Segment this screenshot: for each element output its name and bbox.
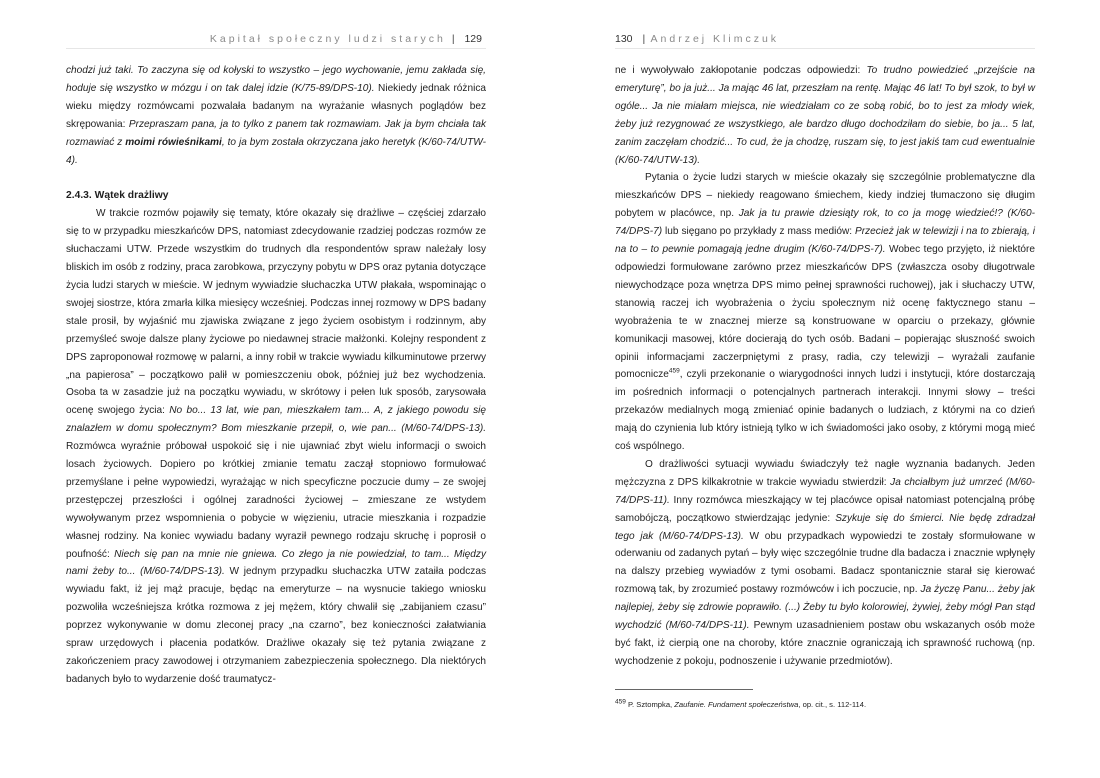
footnote-number: 459 bbox=[615, 698, 626, 706]
text: , czyli przekonanie o wiarygodności innych ludzi i instytucji, które dostarczają im pośrednich informacji o potencjalnych partnerach interakcji. Innymi słowy – treści przekazów medialnych mogą zmieniać opinie badanych o ludziach, z którymi na co dzień mają do czynienia lub który istnieją tylko w ich świadomości jako osoby, z którymi mogą mieć coś wspólnego. bbox=[615, 369, 1035, 453]
text: O drażliwości sytuacji wywiadu świadczyły też nagłe wyznania badanych. Jeden mężczyzna z DPS kilkakrotnie w trakcie wywiadu stwierdził: bbox=[615, 458, 1035, 488]
header-separator: | bbox=[642, 33, 646, 45]
footnote-text: , op. cit., s. 112-114. bbox=[798, 700, 867, 709]
quote: Jak ja tu prawie dziesiąty rok, to co ja mogę wiedzieć!? (K/60-74/DPS-7) bbox=[615, 208, 1035, 238]
page-number: 129 bbox=[464, 33, 482, 45]
left-page-body bbox=[66, 62, 486, 689]
quote-emphasis: moimi rówieśnikami bbox=[125, 136, 222, 148]
quote: Szykuje się do śmierci. Nie będę zdradzał tego jak (M/60-74/DPS-13). bbox=[615, 512, 1035, 542]
left-page bbox=[66, 0, 486, 778]
paragraph bbox=[615, 62, 1035, 169]
text: Pewnym uzasadnieniem postaw obu wskazanych osób może być fakt, iż cierpią one na choroby, które znacznie ograniczają ich sprawność ruchową (np. wychodzenie z pokoju, podnoszenie i używanie przedmiotów). bbox=[615, 620, 1035, 667]
text: W obu przypadkach wypowiedzi te zostały sformułowane w oderwaniu od zadanych pytań – były więc szczególnie trudne dla badacza i znacznie wpłynęły na dalszy przebieg wywiadów z tymi osobami. Badacz spontanicznie starał się kierować rozmową tak, by zrozumieć postawy rozmówców i ich poczucie, np. bbox=[615, 530, 1035, 596]
text: Rozmówca wyraźnie próbował uspokoić się i nie ujawniać zbyt wielu informacji o swoich losach życiowych. Dopiero po krótkiej zmianie tematu zaczął stopniowo formułować przemyślane i pełne wypowiedzi, wyrażając w nich specyficzne poczucie dumy – ze swojej przestępczej przeszłości i ogólnej zaradności życiowej – zmieszane ze wstydem wywoływanym przez wspomnienia o pobycie w więzieniu, utracie mieszkania i rozpadzie własnej rodziny. Na koniec wywiadu badany wyraził pewnego rodzaju skruchę i poprosił o poufność: bbox=[66, 441, 486, 560]
right-running-header bbox=[615, 33, 1035, 45]
text: Inny rozmówca mieszkający w tej placówce opisał natomiast potencjalną próbę samobójczą, początkowo stwierdzając jedynie: bbox=[615, 494, 1035, 524]
quote: Ja chciałbym już umrzeć (M/60-74/DPS-11). bbox=[615, 476, 1035, 506]
paragraph bbox=[66, 62, 486, 169]
text: lub sięgano po przykłady z mass mediów: bbox=[662, 226, 856, 238]
text: W jednym przypadku słuchaczka UTW zataiła podczas wywiadu fakt, iż jej mąż pracuje, będąc na emeryturze – na wysnucie takiego wniosku pozwoliła wcześniejsza krótka rozmowa z jej mężem, który chwalił się „zabijaniem czasu” poprzez wykonywanie w domu zleconej pracy „na czarno”, bez konieczności załatwiania spraw urzędowych i płacenia podatków. Drażliwe okazały się też pytania związane z zakończeniem pracy zawodowej i otrzymaniem zabezpieczenia społecznego. Dla niektórych badanych było to wydarzenie dość traumatycz- bbox=[66, 566, 487, 685]
paragraph bbox=[66, 205, 486, 688]
quote: , to ja bym została okrzyczana jako heretyk (K/60-74/UTW-4). bbox=[66, 136, 486, 166]
text: Wobec tego przyjęto, iż niektóre odpowiedzi formułowane zarówno przez mieszkańców DPS (zwłaszcza osoby długotrwale niewychodzące poza wnętrza DPS mimo pełnej sprawności ruchowej), jak i słuchaczy UTW, stanowią raczej ich wyobrażenia o życiu społecznym niż ocenę faktycznego stanu – wyobrażenia te w znacznej mierze są konstruowane w oparciu o przekazy, głównie komunikacji masowej, które docierają do tych osób. Badani – popierając słuszność swoich opinii informacjami zaczerpniętymi z prasy, radia, czy telewizji – wyrażali zaufanie pomocnicze bbox=[615, 244, 1035, 381]
footnote-text: P. Sztompka, bbox=[625, 700, 675, 709]
paragraph bbox=[615, 456, 1035, 671]
text: Niekiedy jednak różnica wieku między rozmówcami pozwalała badanym na wyrażanie własnych poglądów bez skrępowania: bbox=[66, 82, 486, 130]
section-heading: 2.4.3. Wątek drażliwy bbox=[66, 190, 169, 202]
quote: No bo... 13 lat, wie pan, mieszkałem tam... A, z jakiego powodu się znalazłem w domu społecznym? Bom mieszkanie przepił, o, wie pan... (M/60-74/DPS-13). bbox=[66, 405, 486, 435]
running-author: Andrzej Klimczuk bbox=[650, 33, 780, 45]
footnote-rule bbox=[615, 689, 753, 690]
left-running-header bbox=[66, 33, 486, 45]
quote: Przepraszam pana, ja to tylko z panem tak rozmawiam. Jak ja bym chciała tak rozmawiać z bbox=[66, 118, 487, 148]
header-rule bbox=[615, 48, 1035, 49]
quote: Ja życzę Panu... żeby jak najlepiej, żeby się zdrowie poprawiło. (...) Żeby tu było kolorowiej, żywiej, żeby mógł Pan stąd wychodzić (M/60-74/DPS-11). bbox=[615, 584, 1036, 632]
quote: Przecież jak w telewizji i na to zbierają, i na to – to pewnie pomagają jedne drugim (K/60-74/DPS-7). bbox=[615, 226, 1036, 256]
text: W trakcie rozmów pojawiły się tematy, które okazały się drażliwe – częściej zdarzało się to w przypadku mieszkańców DPS, natomiast zdecydowanie rzadziej podczas rozmów ze słuchaczami UTW. Przede wszystkim do trudnych dla respondentów spraw należały losy bliskich im osób z rodziny, praca zarobkowa, przyczyny pobytu w DPS oraz pytania dotyczące życia ludzi starych w mieście. W jednym wywiadzie słuchaczka UTW płakała, wspominając o swojej siostrze, która zmarła kilka miesięcy wcześniej. Podczas innej rozmowy w DPS badany stale prosił, by wyjaśnić mu zjawiska związane z jego życiem osobistym i rodzinnym, aby przemyśleć swoje dalsze plany życiowe po niedawnej stracie małżonki. Kolejny respondent z DPS zaproponował rozmowę w palarni, a inny robił w trakcie wywiadu kilkuminutowe przerwy „na papierosa” – początkowo palił w pomieszczeniu obok, później już bez wychodzenia. Osoba ta w zasadzie już na początku wywiadu, w skrótowy i pełen luk sposób, zarysowała ocenę swojego życia: bbox=[66, 208, 486, 417]
right-page bbox=[615, 0, 1035, 778]
quote: chodzi już taki. To zaczyna się od kołyski to wszystko – jego wychowanie, jemu zakłada się, hoduje się wszystko w mózgu i on tak dalej idzie (K/75-89/DPS-10). bbox=[66, 65, 486, 94]
quote: To trudno powiedzieć „przejście na emeryturę”, bo ja już... Ja mając 46 lat, przeszłam na rentę. Mając 46 lat! To był szok, to był w ogóle... Ja nie miałam miejsca, nie wiedziałam co ze sobą robić, bo to jest za młody wiek, żeby już rezygnować ze wszystkiego, ale bardzo długo dochodziłam do siebie, bo ja... 5 lat, zanim zaczęłam chodzić... To cud, że ja chodzę, ruszam się, to jest jakiś tam cud ewentualnie (K/60-74/UTW-13). bbox=[615, 65, 1035, 166]
right-page-body bbox=[615, 62, 1035, 671]
footnote-reference[interactable]: 459 bbox=[668, 368, 680, 376]
header-separator: | bbox=[451, 33, 455, 45]
header-rule bbox=[66, 48, 486, 49]
paragraph bbox=[615, 169, 1035, 456]
running-title: Kapitał społeczny ludzi starych bbox=[209, 33, 446, 45]
text: Pytania o życie ludzi starych w mieście okazały się szczególnie problematyczne dla mieszkańców DPS – niekiedy reagowano śmiechem, kiedy indziej tłumaczono się długim pobytem w placówce, np. bbox=[615, 172, 1035, 220]
text: ne i wywoływało zakłopotanie podczas odpowiedzi: bbox=[615, 65, 867, 76]
quote: Niech się pan na mnie nie gniewa. Co złego ja nie powiedział, to tam... Między nami żeby to... (M/60-74/DPS-13). bbox=[66, 548, 487, 578]
footnote-title: Zaufanie. Fundament społeczeństwa bbox=[674, 700, 799, 709]
footnote bbox=[615, 699, 1035, 710]
page-number: 130 bbox=[615, 33, 633, 45]
